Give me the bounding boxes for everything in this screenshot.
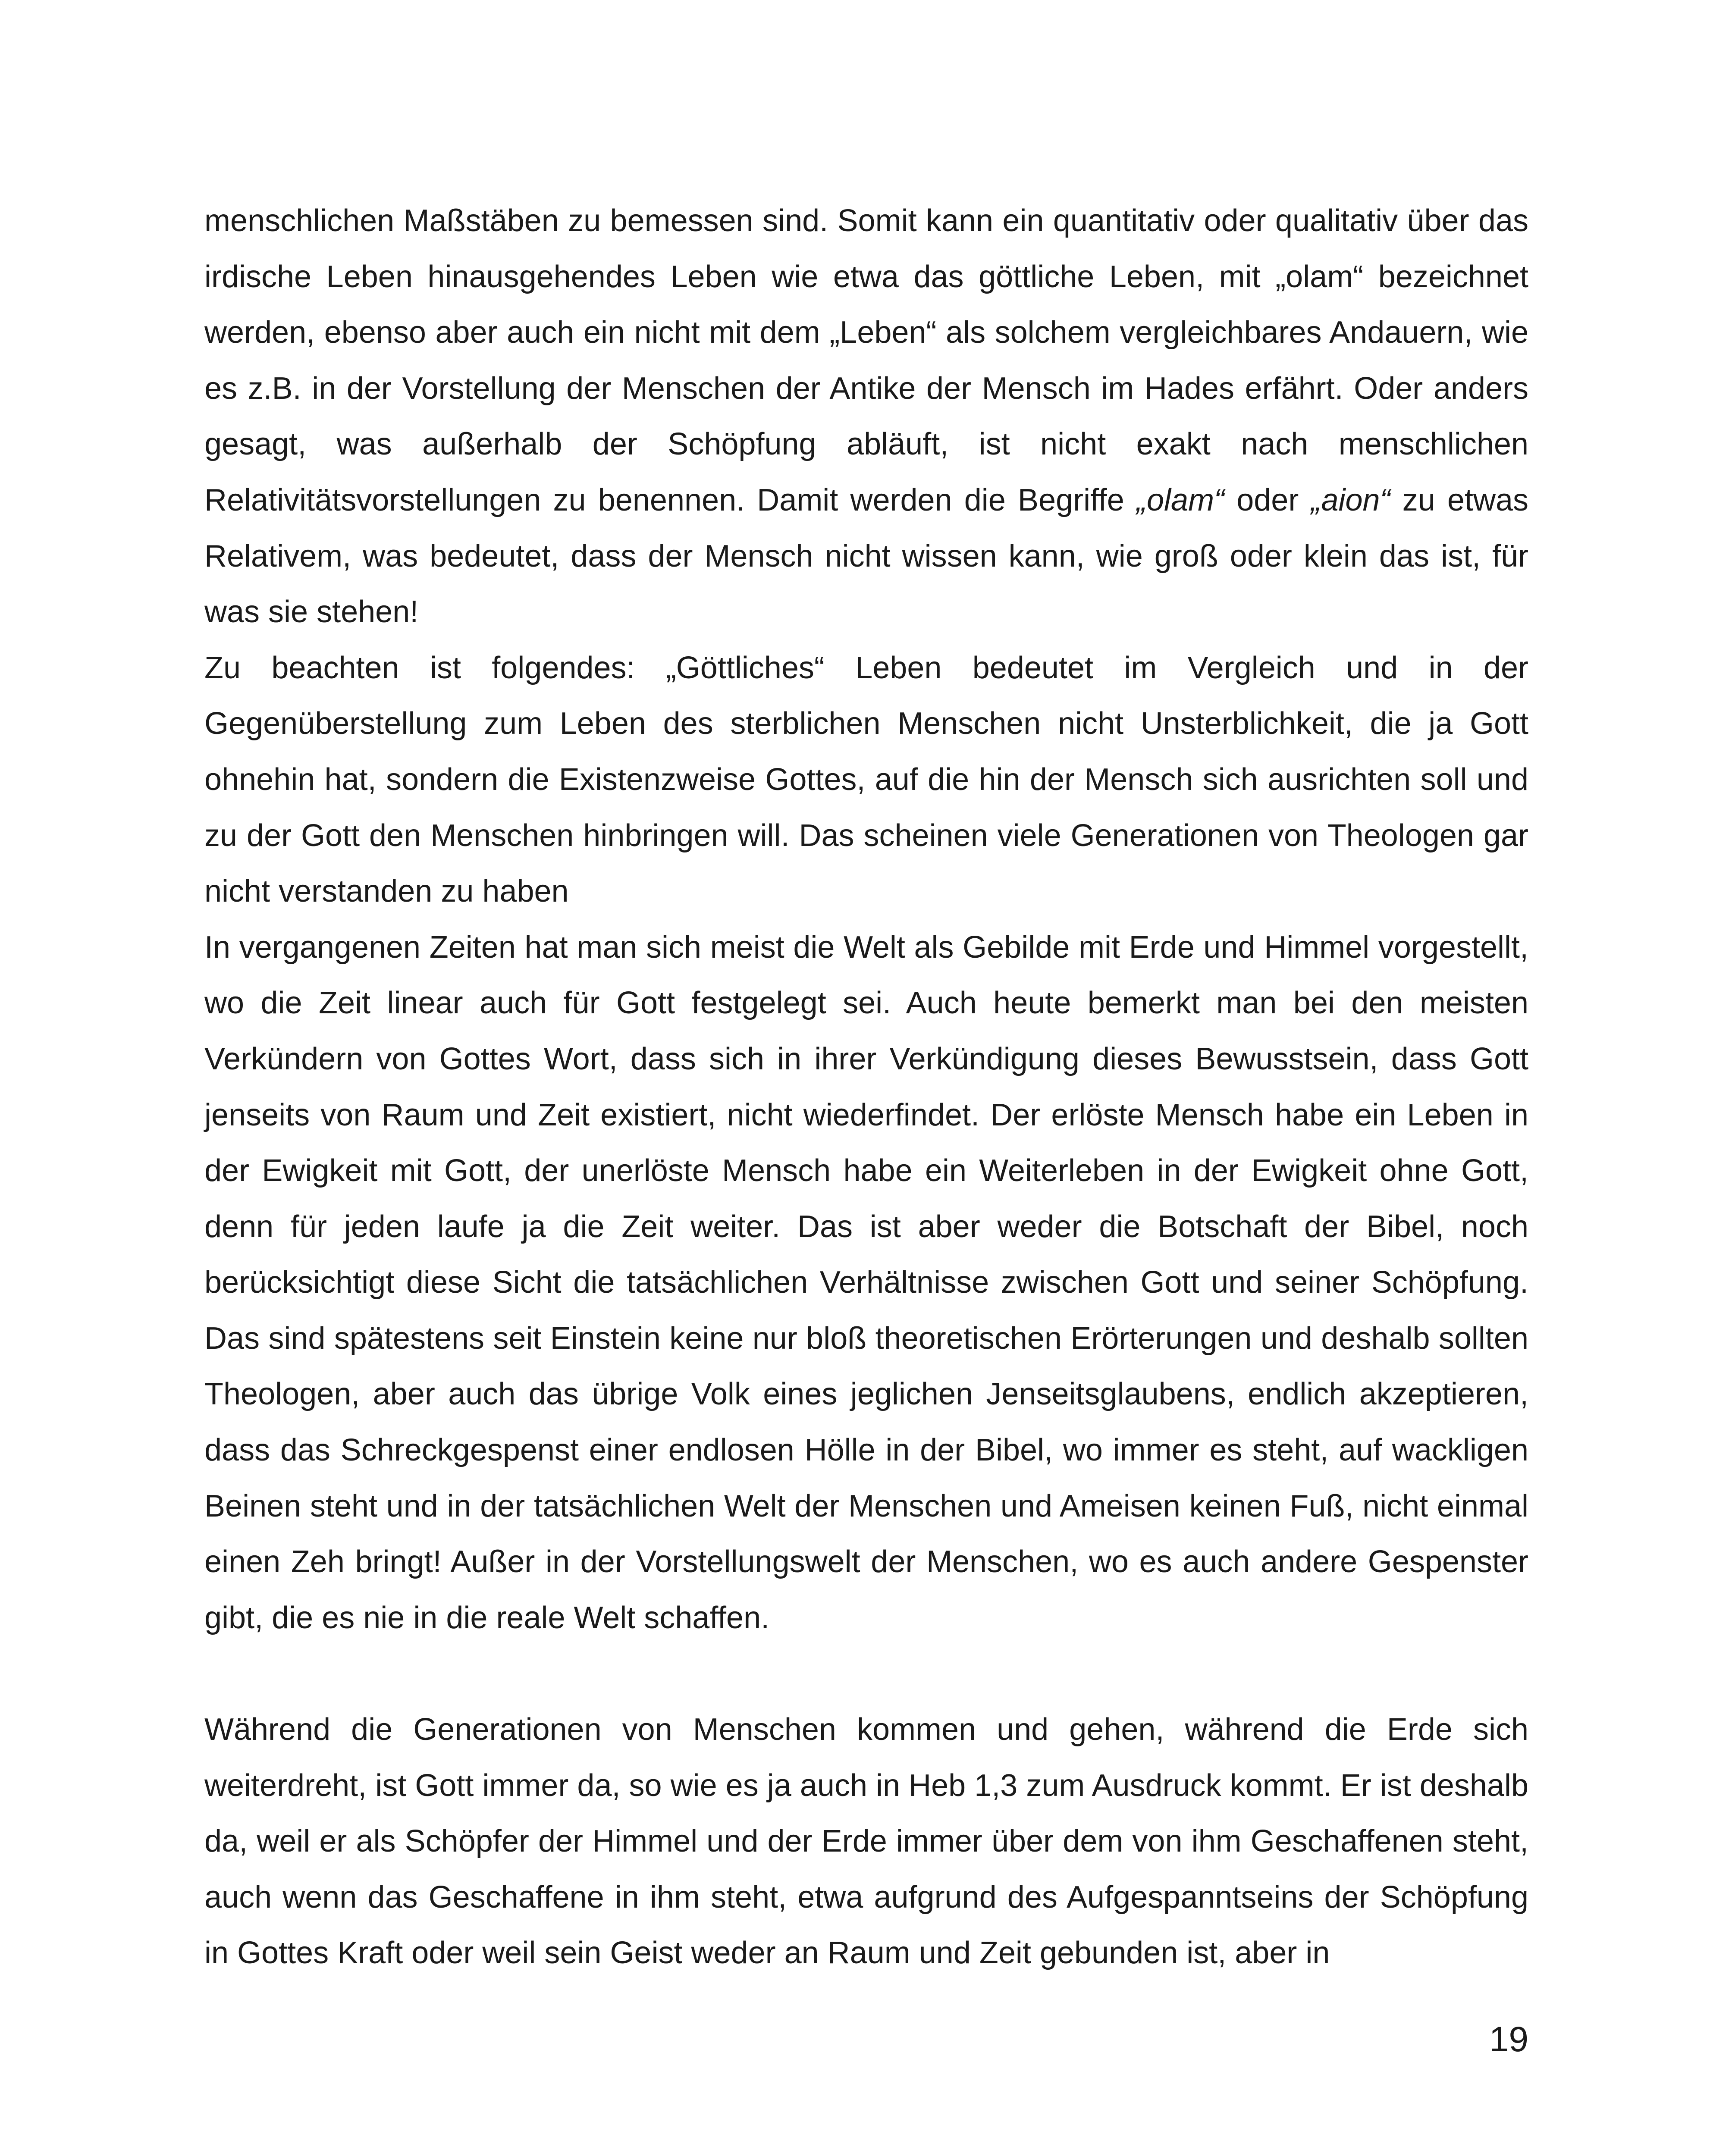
paragraph-3: In vergangenen Zeiten hat man sich meist die Welt als Gebilde mit Erde und Himmel vorgestellt, wo die Zeit linear auch für Gott festgelegt sei. Auch heute bemerkt man bei den meisten Verkündern von Gottes Wort, dass sich in ihrer Verkündigung dieses Bewusstsein, dass Gott jenseits von Raum und Zeit existiert, nicht wiederfindet. Der erlöste Mensch habe ein Leben in der Ewigkeit mit Gott, der unerlöste Mensch habe ein Weiterleben in der Ewigkeit ohne Gott, denn für jeden laufe ja die Zeit weiter. Das ist aber weder die Botschaft der Bibel, noch berücksichtigt diese Sicht die tatsächlichen Verhältnisse zwischen Gott und seiner Schöpfung. Das sind spätestens seit Einstein keine nur bloß theoretischen Erörterungen und deshalb sollten Theologen, aber auch das übrige Volk eines jeglichen Jenseitsglaubens, endlich akzeptieren, dass das Schreckgespenst einer endlosen Hölle in der Bibel, wo immer es steht, auf wackligen Beinen steht und in der tatsächlichen Welt der Menschen und Ameisen keinen Fuß, nicht einmal einen Zeh bringt! Außer in der Vorstellungswelt der Menschen, wo es auch andere Gespenster gibt, die es nie in die reale Welt schaffen. — [204, 930, 1528, 1635]
paragraph-1-text-b: oder — [1224, 483, 1311, 517]
paragraph-1-text-c: zu etwas Relativem, was bedeutet, dass der Mensch nicht wissen kann, wie groß oder klein das ist, für was sie stehen! — [204, 483, 1529, 630]
term-olam: „olam“ — [1136, 483, 1225, 517]
paragraph-1 — [204, 193, 1528, 640]
term-aion: „aion“ — [1311, 483, 1390, 517]
page-number: 19 — [1489, 2020, 1528, 2059]
paragraph-2: Zu beachten ist folgendes: „Göttliches“ Leben bedeutet im Vergleich und in der Gegenüberstellung zum Leben des sterblichen Menschen nicht Unsterblichkeit, die ja Gott ohnehin hat, sondern die Existenzweise Gottes, auf die hin der Mensch sich ausrichten soll und zu der Gott den Menschen hinbringen will. Das scheinen viele Generationen von Theologen gar nicht verstanden zu haben — [204, 650, 1528, 909]
body-text — [204, 193, 1528, 1981]
paragraph-1-text-a: menschlichen Maßstäben zu bemessen sind. Somit kann ein quantitativ oder qualitativ über das irdische Leben hinausgehendes Leben wie etwa das göttliche Leben, mit „olam“ bezeichnet werden, ebenso aber auch ein nicht mit dem „Leben“ als solchem vergleichbares Andauern, wie es z.B. in der Vorstellung der Menschen der Antike der Mensch im Hades erfährt. Oder anders gesagt, was außerhalb der Schöpfung abläuft, ist nicht exakt nach menschlichen Relativitätsvorstellungen zu benennen. Damit werden die Begriffe — [204, 204, 1528, 517]
paragraph-4: Während die Generationen von Menschen kommen und gehen, während die Erde sich weiterdreht, ist Gott immer da, so wie es ja auch in Heb 1,3 zum Ausdruck kommt. Er ist deshalb da, weil er als Schöpfer der Himmel und der Erde immer über dem von ihm Geschaffenen steht, auch wenn das Geschaffene in ihm steht, etwa aufgrund des Aufgespanntseins der Schöpfung in Gottes Kraft oder weil sein Geist weder an Raum und Zeit gebunden ist, aber in — [204, 1712, 1528, 1971]
